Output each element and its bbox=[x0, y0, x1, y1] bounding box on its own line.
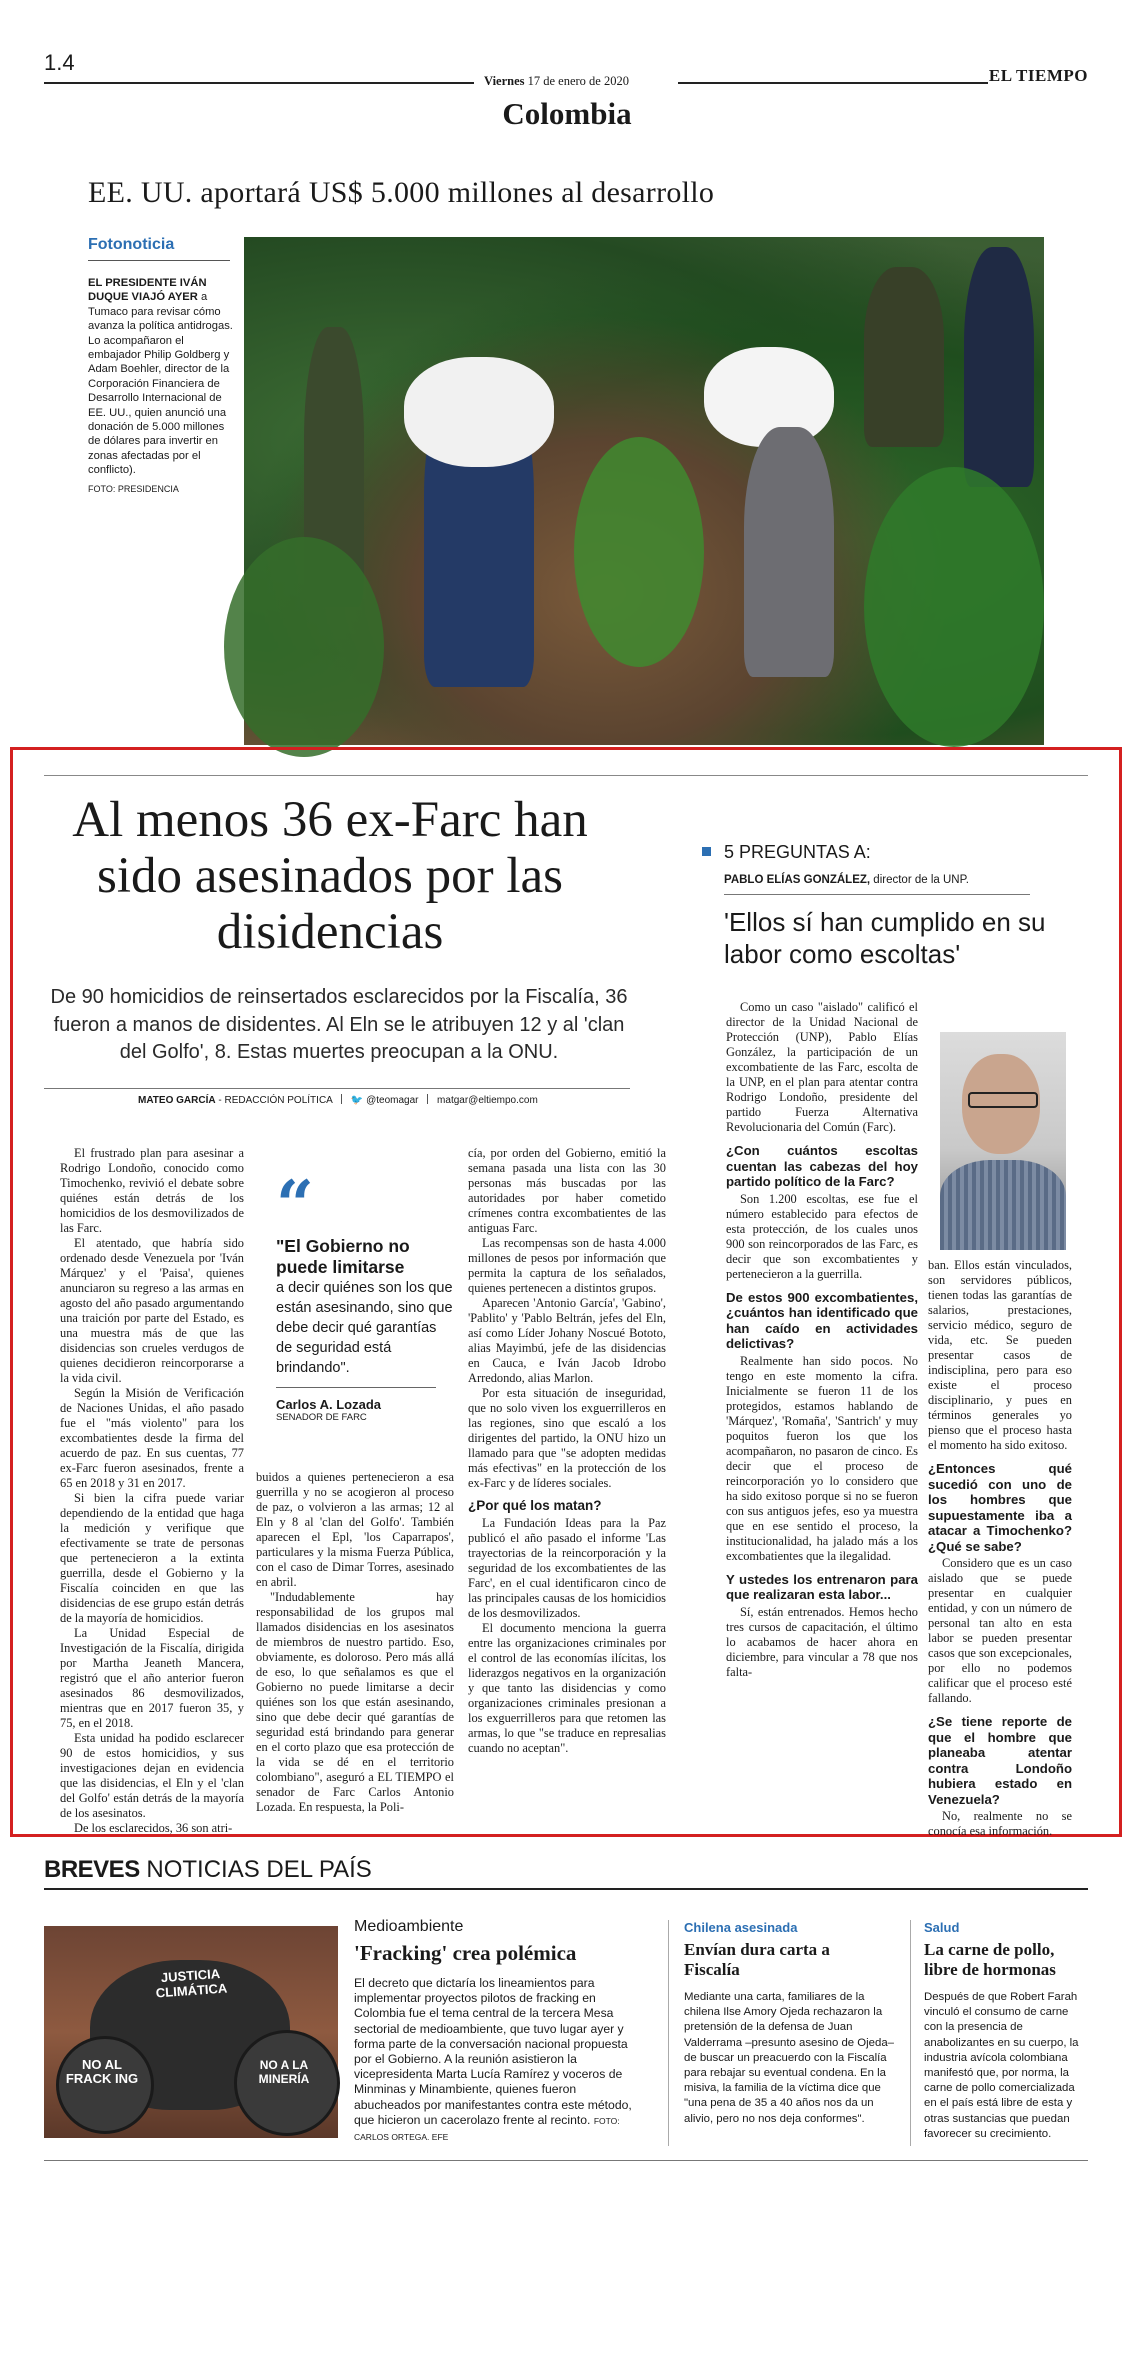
header-rule-right bbox=[678, 82, 988, 84]
issue-date bbox=[484, 74, 629, 89]
breve-1-text: El decreto que dictaría los lineamientos para implementar proyectos pilotos de fracking en Colombia fue el tema central de la tercera Mesa sectorial de medioambiente, que tuvo lugar ayer y forma parte de la conversación nacional propuesta por el Gobierno. A la reunión asistieron la vicepresidenta Marta Lucía Ramírez y voceros de Minminas y Minambiente, quienes fueron abucheados por manifestantes contra este método, que hicieron un cacerolazo frente al recinto. bbox=[354, 1976, 632, 2127]
paragraph: El documento menciona la guerra entre las organizaciones criminales por el control de las economías ilícitas, los liderazgos negativos en la organización y que tanto las disidencias y como organizaciones criminales presionan a los exguerrilleros para que retomen las armas, lo que "se traduce en represalias cuando no aceptan". bbox=[468, 1621, 666, 1755]
breves-label bbox=[44, 1856, 372, 1884]
breve-3-headline: La carne de pollo, libre de hormonas bbox=[924, 1940, 1056, 1979]
byline-twitter[interactable]: @teomagar bbox=[366, 1095, 419, 1106]
breves-divider bbox=[668, 1920, 669, 2146]
masthead: EL TIEMPO bbox=[988, 66, 1088, 85]
answer-4: Considero que es un caso aislado que se puede presentar en cualquier entidad, y con un número de personal tan alto en esta labor se pueden presentar casos que son excepcionales, por ello no podemos calificar que el proceso esté fallando. bbox=[928, 1556, 1072, 1705]
breves-label-bold: BREVES bbox=[44, 1856, 140, 1883]
interview-label-text: 5 PREGUNTAS A: bbox=[724, 842, 871, 862]
section-rule bbox=[44, 775, 1088, 776]
byline-rule bbox=[44, 1088, 630, 1089]
breve-1-credit: FOTO: CARLOS ORTEGA. EFE bbox=[354, 2115, 620, 2143]
question-2: De estos 900 excombatientes, ¿cuántos han identificado que han caído en actividades delictivas? bbox=[726, 1289, 918, 1351]
header-rule bbox=[44, 82, 474, 84]
photo-glasses bbox=[968, 1092, 1038, 1108]
main-deck: De 90 homicidios de reinsertados esclarecidos por la Fiscalía, 36 fueron a manos de disidentes. Al Eln se le atribuyen 12 y al 'clan del Golfo', 8. Estas muertes preocupan a la ONU. bbox=[50, 986, 628, 1063]
paragraph: "Indudablemente hay responsabilidad de los grupos mal llamados disidencias en los asesinatos de miembros de nuestro partido. Eso, obviamente, es doloroso. Pero más allá de eso, lo que señalamos es que el Gobierno no puede limitarse a decir quiénes son los que están asesinando, sino que debe decir qué garantías de seguridad está brindando para generar en el corto plazo que esa protección de la vida se dé en el territorio colombiano", aseguró a EL TIEMPO el senador de Farc Carlos Antonio Lozada. En respuesta, la Poli- bbox=[256, 1590, 454, 1814]
photo-sign-text: NO AL FRACK ING bbox=[65, 2057, 139, 2086]
paragraph: Esta unidad ha podido esclarecer 90 de estos homicidios, y sus investigaciones dejan en evidencia que las disidencias, el Eln y el 'clan del Golfo' están detrás de la mayoría de los asesinatos. bbox=[60, 1731, 244, 1820]
main-headline: Al menos 36 ex-Farc han sido asesinados por las disidencias bbox=[72, 792, 588, 960]
fotonoticia-kicker: Fotonoticia bbox=[88, 236, 175, 253]
top-photo bbox=[244, 237, 1044, 745]
breve-1-kicker: Medioambiente bbox=[354, 1918, 464, 1935]
breves-divider bbox=[910, 1920, 911, 2146]
answer-3-continued: ban. Ellos están vinculados, son servidores públicos, tienen todas las garantías de salarios, prestaciones, servicio médico, seguro de vida, etc. Se pueden presentar casos de indisciplina, pero para eso existe el proceso disciplinario, y pues en términos generales yo pienso que el proceso hasta el momento ha sido exitoso. bbox=[928, 1258, 1072, 1452]
breve-3-kicker: Salud bbox=[924, 1920, 960, 1935]
breves-photo bbox=[44, 1926, 338, 2138]
interview-headline: 'Ellos sí han cumplido en su labor como escoltas' bbox=[724, 907, 1046, 969]
pull-quote-lead: "El Gobierno no puede limitarse bbox=[276, 1236, 410, 1277]
page-bottom-rule bbox=[44, 2160, 1088, 2161]
question-3: Y ustedes los entrenaron para que realizaran esta labor... bbox=[726, 1571, 918, 1602]
paragraph: Las recompensas son de hasta 4.000 millones de pesos por información que permita la captura de los señalados, quienes pertenecen a distintos grupos. bbox=[468, 1236, 666, 1295]
paragraph: cía, por orden del Gobierno, emitió la semana pasada una lista con las 30 personas más buscadas por las autoridades por haber cometido crímenes contra excombatientes de las antiguas Farc. bbox=[468, 1146, 666, 1235]
interviewee bbox=[724, 874, 969, 886]
breve-1-headline: 'Fracking' crea polémica bbox=[354, 1941, 577, 1965]
breve-1-body bbox=[354, 1976, 644, 2145]
photo-plant bbox=[574, 437, 704, 667]
question-5: ¿Se tiene reporte de que el hombre que planeaba atentar contra Londoño hubiera estado en Venezuela? bbox=[928, 1714, 1072, 1807]
photo-plant bbox=[224, 537, 384, 757]
interviewee-name: PABLO ELÍAS GONZÁLEZ, bbox=[724, 874, 871, 886]
answer-1: Son 1.200 escoltas, ese fue el número establecido para efectos de esta protección, de los cuales unos 900 son reincorporados de las Farc, es decir que son excombatientes y pertenecieron a la guerrilla. bbox=[726, 1191, 918, 1281]
breve-2-headline: Envían dura carta a Fiscalía bbox=[684, 1940, 830, 1979]
byline-email[interactable]: matgar@eltiempo.com bbox=[437, 1095, 538, 1106]
paragraph: La Fundación Ideas para la Paz publicó el año pasado el informe 'Las trayectorias de la reincorporación y la seguridad de los excombatientes de las Farc', en el cual identificaron cinco de las principales causas de los homicidios de los desmovilizados. bbox=[468, 1516, 666, 1620]
main-column-3 bbox=[468, 1146, 666, 1830]
pull-quote-author-title: SENADOR DE FARC bbox=[276, 1412, 367, 1423]
paragraph: El frustrado plan para asesinar a Rodrigo Londoño, conocido como Timochenko, revivió el debate sobre quiénes están detrás de los homicidios de los desmovilizados de las Farc. bbox=[60, 1146, 244, 1235]
interview-column-2 bbox=[928, 1258, 1072, 1838]
photo-figure bbox=[404, 357, 554, 467]
square-bullet-icon bbox=[702, 847, 711, 856]
paragraph: La Unidad Especial de Investigación de la Fiscalía, dirigida por Martha Jeaneth Mancera, registró que el año anterior fueron asesinados 86 desmovilizados, mientras que en 2017 fueron 35, y 75, en el 2018. bbox=[60, 1626, 244, 1730]
interview-column-1 bbox=[726, 1000, 918, 1830]
section-title: Colombia bbox=[502, 96, 632, 131]
paragraph: buidos a quienes pertenecieron a esa guerrilla y no se acogieron al proceso de paz, o volvieron a las armas; 12 al Eln y 8 al 'clan del Golfo'. También aparecen el Epl, 'los Caparrapos', particulares y la misma Fuerza Pública, con el caso de Dimar Torres, asesinado en abril. bbox=[256, 1470, 454, 1589]
interview-label bbox=[702, 842, 871, 863]
paragraph: Por esta situación de inseguridad, que no solo viven los exguerrilleros en las regiones, sino que escaló a los dirigentes del partido, la ONU hizo un llamado para que "se adopten medidas más efectivas" en la protección de los ex-Farc y de líderes sociales. bbox=[468, 1386, 666, 1490]
breves-label-light: NOTICIAS DEL PAÍS bbox=[146, 1856, 372, 1883]
breve-2-body: Mediante una carta, familiares de la chilena Ilse Amory Ojeda rechazaron la pretensión de la defensa de Juan Valderrama –presunto asesino de Ojeda– de buscar un preacuerdo con la Fiscalía para rebajar su eventual condena. En la misiva, la familia de la víctima dice que "una pena de 35 a 40 años nos da un alivio, pero no nos deja conformes". bbox=[684, 1991, 895, 2125]
photo-sign-text: JUSTICIA CLIMÁTICA bbox=[155, 1965, 228, 2001]
paragraph: Aparecen 'Antonio García', 'Gabino', 'Pablito' y 'Pablo Beltrán, jefes del Eln, así como Líder Johany Noscué Bototo, alias Mayimbú, jefe de las disidencias en Cauca, e Iván Jacob Idrobo Arredondo, alias Marlon. bbox=[468, 1296, 666, 1385]
pull-quote bbox=[276, 1166, 456, 1423]
date-rest: 17 de enero de 2020 bbox=[527, 74, 629, 88]
breve-3-body: Después de que Robert Farah vinculó el consumo de carne con la presencia de anabolizantes en su cuerpo, la industria avícola colombiana manifestó que, por norma, la carne de pollo comercializada en el país está libre de esta y otras sustancias que puedan favorecer su crecimiento. bbox=[924, 1991, 1079, 2140]
quote-mark-icon: “ bbox=[276, 1166, 314, 1244]
byline-role: - REDACCIÓN POLÍTICA bbox=[218, 1095, 333, 1106]
pull-quote-rule bbox=[276, 1387, 436, 1388]
interview-intro: Como un caso "aislado" calificó el director de la Unidad Nacional de Protección (UNP), Pablo Elías González, la participación de un excombatiente de las Farc, escolta de la UNP, en el plan para atentar contra Rodrigo Londoño, presidente del partido Fuerza Alternativa Revolucionaria del Común (Farc). bbox=[726, 1000, 918, 1134]
photo-figure bbox=[744, 427, 834, 677]
interviewee-role: director de la UNP. bbox=[873, 874, 969, 886]
photo-figure bbox=[864, 267, 944, 447]
paragraph: Según la Misión de Verificación de Naciones Unidas, el año pasado fue el "más violento" para los excombatientes desde la firma del acuerdo de paz. En sus cuentas, 77 ex-Farc fueron asesinados, frente a 65 en 2018 y 31 en 2017. bbox=[60, 1386, 244, 1490]
byline bbox=[138, 1094, 538, 1106]
pull-quote-author: Carlos A. Lozada bbox=[276, 1397, 381, 1412]
paragraph: De los esclarecidos, 36 son atri- bbox=[74, 1821, 233, 1835]
paragraph: El atentado, que habría sido ordenado desde Venezuela por 'Iván Márquez' y el 'Paisa', quienes anunciaron su regreso a las armas en agosto del año pasado argumentando una traición por parte del Estado, es una muestra más de que las disidencias son crueles verdugos de quienes decidieron reincorporarse a la vida civil. bbox=[60, 1236, 244, 1385]
caption-lead: EL PRESIDENTE IVÁN DUQUE VIAJÓ AYER bbox=[88, 277, 207, 304]
caption-body: a Tumaco para revisar cómo avanza la política antidrogas. Lo acompañaron el embajador Philip Goldberg y Adam Boehler, director de la Corporación Financiera de Desarrollo Internacional de EE. UU., quien anunció una donación de 5.000 millones de dólares para invertir en zonas afectadas por el conflicto). bbox=[88, 291, 233, 477]
question-1: ¿Con cuántos escoltas cuentan las cabezas del hoy partido político de la Farc? bbox=[726, 1143, 918, 1189]
photo-sign-text: NO A LA MINERÍA bbox=[258, 2058, 310, 2086]
breve-2-kicker: Chilena asesinada bbox=[684, 1920, 798, 1935]
twitter-bird-icon: 🐦 bbox=[350, 1095, 364, 1106]
top-headline: EE. UU. aportará US$ 5.000 millones al desarrollo bbox=[88, 176, 715, 209]
photo-plant bbox=[864, 467, 1044, 747]
answer-5: No, realmente no se conocía esa información. bbox=[928, 1809, 1072, 1838]
breves-rule bbox=[44, 1888, 1088, 1890]
photo-figure bbox=[964, 247, 1034, 487]
paragraph: Si bien la cifra puede variar dependiendo de la entidad que haga la medición y verifique que efectivamente se trate de personas que pertenecieron a la extinta guerrilla, desde el Gobierno y la Fiscalía coinciden en que las disidencias de ese grupo están detrás de la mayoría de homicidios. bbox=[60, 1491, 244, 1625]
main-column-1 bbox=[60, 1146, 244, 1836]
photo-caption bbox=[88, 276, 236, 496]
byline-author: MATEO GARCÍA bbox=[138, 1095, 216, 1106]
interviewee-photo bbox=[940, 1032, 1066, 1244]
pull-quote-text: a decir quiénes son los que están asesinando, sino que debe decir qué garantías de seguridad está brindando". bbox=[276, 1280, 453, 1376]
main-column-2 bbox=[256, 1470, 454, 1830]
interview-rule bbox=[724, 894, 1030, 895]
caption-photo-credit: FOTO: PRESIDENCIA bbox=[88, 483, 179, 494]
kicker-underline bbox=[88, 260, 230, 261]
question-4: ¿Entonces qué sucedió con uno de los hombres que supuestamente iba a atacar a Timochenko? ¿Qué se sabe? bbox=[928, 1461, 1072, 1554]
page-number: 1.4 bbox=[44, 50, 75, 75]
answer-2: Realmente han sido pocos. No tengo en este momento la cifra. Inicialmente se fueron 11 de los protegidos, estamos hablando de 'Márquez', 'Romaña', 'Santrich' y muy poquitos fueron los que los acompañaron, no pasaron de cinco. Es decir que el proceso de reincorporación yo lo considero que ha sido exitoso porque si no se fueron con sus antiguos jefes, eso ya muestra que en ese sentido el proceso, la institucionalidad, ha jalado más a los excombatientes que la ilegalidad. bbox=[726, 1353, 918, 1563]
date-weekday: Viernes bbox=[484, 74, 525, 88]
photo-shirt bbox=[940, 1160, 1066, 1250]
answer-3: Sí, están entrenados. Hemos hecho tres cursos de capacitación, el último lo acabamos de hacer ahora en diciembre, para vincular a 78 que nos falta- bbox=[726, 1604, 918, 1679]
subhead: ¿Por qué los matan? bbox=[468, 1498, 602, 1513]
